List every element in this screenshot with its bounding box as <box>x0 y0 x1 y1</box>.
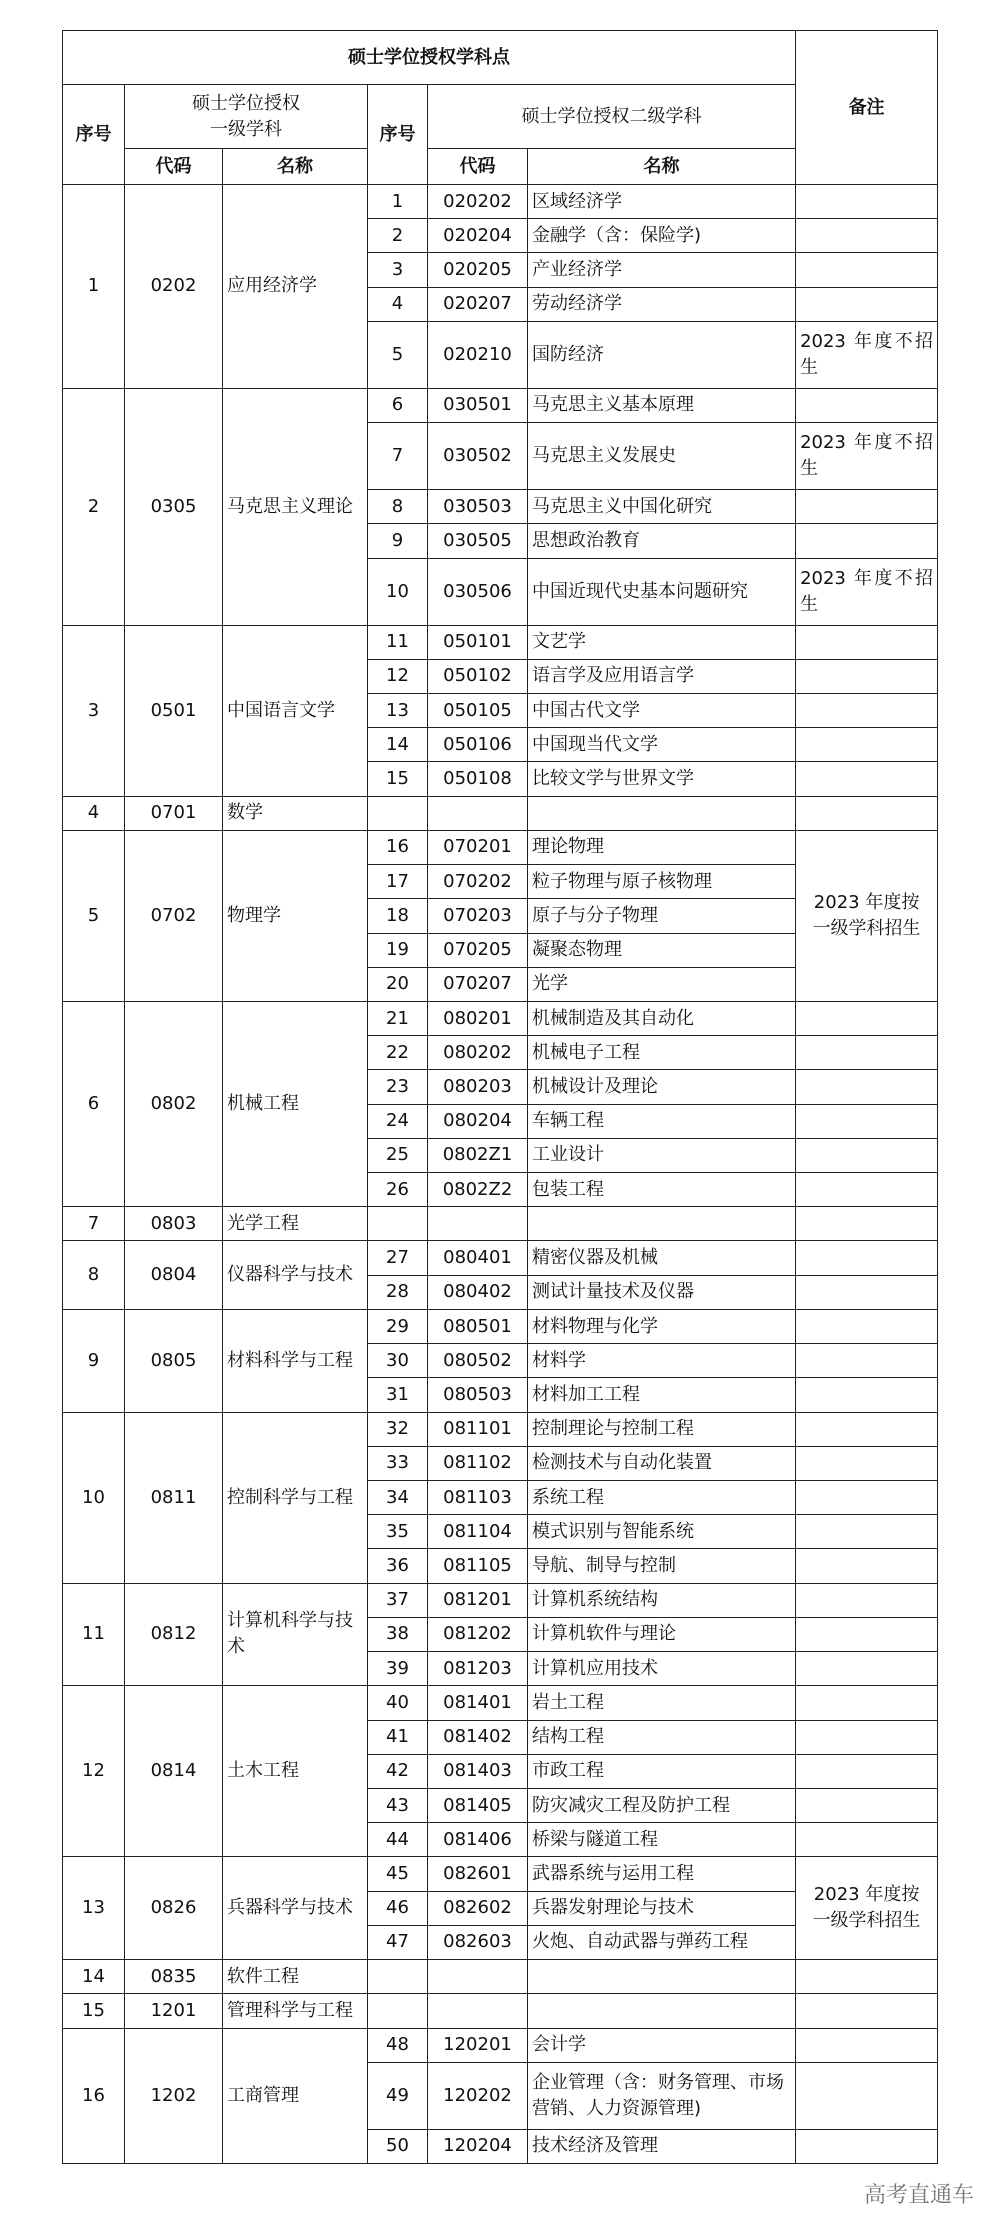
discipline-code: 0501 <box>125 625 223 796</box>
sub-seq: 29 <box>368 1309 428 1343</box>
sub-code: 080203 <box>428 1070 528 1104</box>
sub-name: 材料物理与化学 <box>528 1309 796 1343</box>
discipline-table <box>62 30 938 2164</box>
sub-name: 语言学及应用语言学 <box>528 659 796 693</box>
sub-name: 测试计量技术及仪器 <box>528 1275 796 1309</box>
sub-name: 桥梁与隧道工程 <box>528 1823 796 1857</box>
sub-name: 粒子物理与原子核物理 <box>528 865 796 899</box>
watermark: 高考直通车 <box>863 2183 974 2208</box>
sub-code: 082602 <box>428 1891 528 1925</box>
sub-name: 劳动经济学 <box>528 287 796 321</box>
sub-seq: 30 <box>368 1344 428 1378</box>
table-row <box>63 1412 938 1446</box>
sub-name: 理论物理 <box>528 830 796 864</box>
sub-seq: 9 <box>368 524 428 558</box>
table-row <box>63 1994 938 2028</box>
sub-code: 081103 <box>428 1481 528 1515</box>
sub-code: 120201 <box>428 2028 528 2062</box>
sub-code: 082603 <box>428 1925 528 1959</box>
sub-seq: 18 <box>368 899 428 933</box>
sub-name: 会计学 <box>528 2028 796 2062</box>
sub-name: 精密仪器及机械 <box>528 1241 796 1275</box>
sub-name: 系统工程 <box>528 1481 796 1515</box>
sub-name: 市政工程 <box>528 1754 796 1788</box>
sub-seq: 38 <box>368 1617 428 1651</box>
table-row <box>63 1001 938 1035</box>
discipline-seq: 16 <box>63 2028 125 2163</box>
discipline-name: 仪器科学与技术 <box>223 1241 368 1309</box>
sub-code: 081406 <box>428 1823 528 1857</box>
sub-seq: 7 <box>368 423 428 490</box>
sub-seq: 37 <box>368 1583 428 1617</box>
sub-name: 区域经济学 <box>528 185 796 219</box>
remarks-header: 备注 <box>796 31 938 185</box>
sub-name: 比较文学与世界文学 <box>528 762 796 796</box>
discipline-code: 0701 <box>125 796 223 830</box>
discipline-name: 应用经济学 <box>223 185 368 389</box>
sub-seq: 1 <box>368 185 428 219</box>
sub-seq: 49 <box>368 2062 428 2129</box>
first-level-seq-header: 序号 <box>63 85 125 185</box>
discipline-name: 管理科学与工程 <box>223 1994 368 2028</box>
sub-name: 技术经济及管理 <box>528 2129 796 2163</box>
remark-cell <box>796 1138 938 1172</box>
table-row <box>63 1686 938 1720</box>
group-note: 2023 年度按一级学科招生 <box>796 1857 938 1960</box>
remark-cell <box>796 1070 938 1104</box>
sub-name: 材料学 <box>528 1344 796 1378</box>
remark-cell <box>796 762 938 796</box>
discipline-seq: 5 <box>63 830 125 1001</box>
sub-name: 机械制造及其自动化 <box>528 1001 796 1035</box>
discipline-seq: 13 <box>63 1857 125 1960</box>
sub-name: 材料加工工程 <box>528 1378 796 1412</box>
sub-name: 凝聚态物理 <box>528 933 796 967</box>
sub-seq: 42 <box>368 1754 428 1788</box>
remark-cell <box>796 1583 938 1617</box>
remark-cell <box>796 659 938 693</box>
discipline-seq: 4 <box>63 796 125 830</box>
sub-name: 中国现当代文学 <box>528 728 796 762</box>
sub-code: 050106 <box>428 728 528 762</box>
table-row <box>63 796 938 830</box>
remark-cell <box>796 253 938 287</box>
sub-name <box>528 1994 796 2028</box>
table-row <box>63 1960 938 1994</box>
sub-name: 文艺学 <box>528 625 796 659</box>
sub-code: 030503 <box>428 490 528 524</box>
sub-code <box>428 1994 528 2028</box>
sub-code: 080502 <box>428 1344 528 1378</box>
remark-note: 2023 年度不招生 <box>796 423 938 490</box>
sub-code: 080401 <box>428 1241 528 1275</box>
sub-seq: 32 <box>368 1412 428 1446</box>
discipline-name: 工商管理 <box>223 2028 368 2163</box>
remark-cell <box>796 524 938 558</box>
discipline-name: 材料科学与工程 <box>223 1309 368 1412</box>
sub-seq <box>368 796 428 830</box>
discipline-code: 0811 <box>125 1412 223 1583</box>
second-level-header: 硕士学位授权二级学科 <box>428 85 796 149</box>
sub-name: 车辆工程 <box>528 1104 796 1138</box>
sub-seq: 15 <box>368 762 428 796</box>
discipline-code: 0835 <box>125 1960 223 1994</box>
sub-code: 020202 <box>428 185 528 219</box>
discipline-code: 0812 <box>125 1583 223 1686</box>
sub-name: 计算机软件与理论 <box>528 1617 796 1651</box>
sub-name: 导航、制导与控制 <box>528 1549 796 1583</box>
sub-name: 岩土工程 <box>528 1686 796 1720</box>
sub-name: 马克思主义发展史 <box>528 423 796 490</box>
sub-name: 计算机应用技术 <box>528 1652 796 1686</box>
table-row <box>63 1583 938 1617</box>
sub-name: 工业设计 <box>528 1138 796 1172</box>
sub-seq: 3 <box>368 253 428 287</box>
sub-name: 计算机系统结构 <box>528 1583 796 1617</box>
remark-cell <box>796 1617 938 1651</box>
remark-cell <box>796 1001 938 1035</box>
sub-code: 081201 <box>428 1583 528 1617</box>
remark-cell <box>796 1104 938 1138</box>
discipline-name: 中国语言文学 <box>223 625 368 796</box>
sub-code: 030502 <box>428 423 528 490</box>
page-title: 硕士学位授权学科点 <box>63 31 796 85</box>
remark-cell <box>796 2129 938 2163</box>
remark-cell <box>796 2062 938 2129</box>
sub-code: 081104 <box>428 1515 528 1549</box>
sub-code: 020205 <box>428 253 528 287</box>
discipline-code: 0826 <box>125 1857 223 1960</box>
sub-name: 中国古代文学 <box>528 693 796 727</box>
remark-note: 2023 年度不招生 <box>796 321 938 388</box>
first-level-code-header: 代码 <box>125 149 223 185</box>
remark-note: 2023 年度不招生 <box>796 558 938 625</box>
table-row <box>63 830 938 864</box>
discipline-code: 0702 <box>125 830 223 1001</box>
sub-name: 马克思主义基本原理 <box>528 388 796 422</box>
discipline-seq: 9 <box>63 1309 125 1412</box>
sub-name: 原子与分子物理 <box>528 899 796 933</box>
sub-seq: 44 <box>368 1823 428 1857</box>
sub-code: 050108 <box>428 762 528 796</box>
remark-cell <box>796 625 938 659</box>
sub-seq: 22 <box>368 1036 428 1070</box>
sub-code: 081202 <box>428 1617 528 1651</box>
sub-code: 080202 <box>428 1036 528 1070</box>
remark-cell <box>796 1036 938 1070</box>
sub-code: 120204 <box>428 2129 528 2163</box>
remark-cell <box>796 1275 938 1309</box>
sub-code: 080204 <box>428 1104 528 1138</box>
sub-seq: 33 <box>368 1446 428 1480</box>
sub-seq: 4 <box>368 287 428 321</box>
sub-seq: 23 <box>368 1070 428 1104</box>
discipline-name: 计算机科学与技术 <box>223 1583 368 1686</box>
sub-code: 050105 <box>428 693 528 727</box>
remark-cell <box>796 1481 938 1515</box>
remark-cell <box>796 287 938 321</box>
sub-seq: 17 <box>368 865 428 899</box>
sub-seq <box>368 1960 428 1994</box>
discipline-seq: 11 <box>63 1583 125 1686</box>
sub-code: 080503 <box>428 1378 528 1412</box>
sub-seq: 47 <box>368 1925 428 1959</box>
discipline-seq: 14 <box>63 1960 125 1994</box>
sub-code: 050102 <box>428 659 528 693</box>
discipline-code: 0802 <box>125 1001 223 1206</box>
sub-name: 包装工程 <box>528 1173 796 1207</box>
sub-seq: 39 <box>368 1652 428 1686</box>
discipline-code: 0804 <box>125 1241 223 1309</box>
discipline-seq: 6 <box>63 1001 125 1206</box>
sub-name: 兵器发射理论与技术 <box>528 1891 796 1925</box>
remark-cell <box>796 1515 938 1549</box>
discipline-code: 0814 <box>125 1686 223 1857</box>
sub-seq: 43 <box>368 1788 428 1822</box>
remark-cell <box>796 388 938 422</box>
sub-code: 081403 <box>428 1754 528 1788</box>
discipline-name: 兵器科学与技术 <box>223 1857 368 1960</box>
remark-cell <box>796 1686 938 1720</box>
sub-seq: 14 <box>368 728 428 762</box>
sub-name: 结构工程 <box>528 1720 796 1754</box>
sub-code: 070201 <box>428 830 528 864</box>
sub-code: 070207 <box>428 967 528 1001</box>
sub-code <box>428 1960 528 1994</box>
remark-cell <box>796 1241 938 1275</box>
sub-name: 中国近现代史基本问题研究 <box>528 558 796 625</box>
discipline-code: 0803 <box>125 1207 223 1241</box>
sub-seq: 25 <box>368 1138 428 1172</box>
sub-seq: 31 <box>368 1378 428 1412</box>
remark-cell <box>796 1720 938 1754</box>
sub-seq: 48 <box>368 2028 428 2062</box>
sub-code: 081405 <box>428 1788 528 1822</box>
discipline-seq: 12 <box>63 1686 125 1857</box>
sub-code: 070205 <box>428 933 528 967</box>
table-row <box>63 625 938 659</box>
sub-seq: 45 <box>368 1857 428 1891</box>
sub-code: 082601 <box>428 1857 528 1891</box>
discipline-seq: 15 <box>63 1994 125 2028</box>
sub-code: 081105 <box>428 1549 528 1583</box>
sub-seq: 34 <box>368 1481 428 1515</box>
remark-cell <box>796 796 938 830</box>
sub-seq: 28 <box>368 1275 428 1309</box>
sub-name: 马克思主义中国化研究 <box>528 490 796 524</box>
sub-name <box>528 1207 796 1241</box>
sub-seq <box>368 1207 428 1241</box>
remark-cell <box>796 1960 938 1994</box>
discipline-code: 0305 <box>125 388 223 625</box>
sub-name: 光学 <box>528 967 796 1001</box>
sub-code <box>428 1207 528 1241</box>
sub-seq: 2 <box>368 219 428 253</box>
discipline-seq: 10 <box>63 1412 125 1583</box>
remark-cell <box>796 219 938 253</box>
sub-code: 020204 <box>428 219 528 253</box>
sub-code <box>428 796 528 830</box>
sub-seq: 5 <box>368 321 428 388</box>
remark-cell <box>796 693 938 727</box>
discipline-name: 光学工程 <box>223 1207 368 1241</box>
sub-name: 产业经济学 <box>528 253 796 287</box>
discipline-name: 机械工程 <box>223 1001 368 1206</box>
discipline-table-sheet <box>62 30 937 2185</box>
sub-seq: 8 <box>368 490 428 524</box>
discipline-code: 0202 <box>125 185 223 389</box>
sub-name <box>528 1960 796 1994</box>
sub-code: 081102 <box>428 1446 528 1480</box>
sub-code: 020210 <box>428 321 528 388</box>
discipline-name: 控制科学与工程 <box>223 1412 368 1583</box>
sub-seq: 11 <box>368 625 428 659</box>
second-level-code-header: 代码 <box>428 149 528 185</box>
sub-name: 企业管理（含：财务管理、市场营销、人力资源管理) <box>528 2062 796 2129</box>
sub-name: 检测技术与自动化装置 <box>528 1446 796 1480</box>
discipline-code: 1202 <box>125 2028 223 2163</box>
sub-name: 机械电子工程 <box>528 1036 796 1070</box>
sub-seq: 13 <box>368 693 428 727</box>
sub-name <box>528 796 796 830</box>
sub-seq: 40 <box>368 1686 428 1720</box>
sub-code: 030501 <box>428 388 528 422</box>
sub-seq: 35 <box>368 1515 428 1549</box>
sub-code: 0802Z2 <box>428 1173 528 1207</box>
sub-seq: 50 <box>368 2129 428 2163</box>
sub-seq: 46 <box>368 1891 428 1925</box>
sub-seq: 6 <box>368 388 428 422</box>
discipline-seq: 7 <box>63 1207 125 1241</box>
remark-cell <box>796 1652 938 1686</box>
sub-code: 070202 <box>428 865 528 899</box>
discipline-name: 物理学 <box>223 830 368 1001</box>
sub-name: 金融学（含：保险学) <box>528 219 796 253</box>
sub-code: 070203 <box>428 899 528 933</box>
sub-seq <box>368 1994 428 2028</box>
sub-code: 081402 <box>428 1720 528 1754</box>
table-row <box>63 1857 938 1891</box>
sub-code: 050101 <box>428 625 528 659</box>
remark-cell <box>796 2028 938 2062</box>
table-row <box>63 1241 938 1275</box>
discipline-seq: 2 <box>63 388 125 625</box>
sub-name: 火炮、自动武器与弹药工程 <box>528 1925 796 1959</box>
discipline-seq: 8 <box>63 1241 125 1309</box>
sub-seq: 19 <box>368 933 428 967</box>
sub-name: 模式识别与智能系统 <box>528 1515 796 1549</box>
remark-cell <box>796 1754 938 1788</box>
sub-seq: 12 <box>368 659 428 693</box>
sub-code: 030505 <box>428 524 528 558</box>
sub-code: 080201 <box>428 1001 528 1035</box>
first-level-header: 硕士学位授权 一级学科 <box>125 85 368 149</box>
second-level-name-header: 名称 <box>528 149 796 185</box>
discipline-code: 1201 <box>125 1994 223 2028</box>
sub-name: 控制理论与控制工程 <box>528 1412 796 1446</box>
discipline-name: 土木工程 <box>223 1686 368 1857</box>
sub-seq: 41 <box>368 1720 428 1754</box>
remark-cell <box>796 490 938 524</box>
sub-code: 030506 <box>428 558 528 625</box>
discipline-name: 数学 <box>223 796 368 830</box>
sub-code: 120202 <box>428 2062 528 2129</box>
remark-cell <box>796 185 938 219</box>
discipline-seq: 3 <box>63 625 125 796</box>
discipline-name: 软件工程 <box>223 1960 368 1994</box>
remark-cell <box>796 1823 938 1857</box>
sub-code: 020207 <box>428 287 528 321</box>
sub-seq: 20 <box>368 967 428 1001</box>
sub-code: 081101 <box>428 1412 528 1446</box>
sub-seq: 21 <box>368 1001 428 1035</box>
sub-code: 081203 <box>428 1652 528 1686</box>
sub-name: 防灾减灾工程及防护工程 <box>528 1788 796 1822</box>
discipline-name: 马克思主义理论 <box>223 388 368 625</box>
table-row <box>63 1309 938 1343</box>
remark-cell <box>796 1207 938 1241</box>
remark-cell <box>796 1412 938 1446</box>
remark-cell <box>796 1788 938 1822</box>
sub-seq: 36 <box>368 1549 428 1583</box>
sub-seq: 24 <box>368 1104 428 1138</box>
sub-seq: 16 <box>368 830 428 864</box>
sub-seq: 27 <box>368 1241 428 1275</box>
table-row <box>63 2028 938 2062</box>
table-row <box>63 388 938 422</box>
sub-name: 国防经济 <box>528 321 796 388</box>
remark-cell <box>796 1173 938 1207</box>
remark-cell <box>796 728 938 762</box>
remark-cell <box>796 1309 938 1343</box>
sub-code: 080402 <box>428 1275 528 1309</box>
remark-cell <box>796 1344 938 1378</box>
sub-code: 081401 <box>428 1686 528 1720</box>
table-row <box>63 1207 938 1241</box>
group-note: 2023 年度按一级学科招生 <box>796 830 938 1001</box>
second-level-seq-header: 序号 <box>368 85 428 185</box>
sub-code: 0802Z1 <box>428 1138 528 1172</box>
remark-cell <box>796 1378 938 1412</box>
table-row <box>63 185 938 219</box>
remark-cell <box>796 1549 938 1583</box>
sub-seq: 10 <box>368 558 428 625</box>
sub-name: 机械设计及理论 <box>528 1070 796 1104</box>
sub-code: 080501 <box>428 1309 528 1343</box>
sub-name: 思想政治教育 <box>528 524 796 558</box>
sub-name: 武器系统与运用工程 <box>528 1857 796 1891</box>
first-level-name-header: 名称 <box>223 149 368 185</box>
discipline-code: 0805 <box>125 1309 223 1412</box>
discipline-seq: 1 <box>63 185 125 389</box>
sub-seq: 26 <box>368 1173 428 1207</box>
remark-cell <box>796 1446 938 1480</box>
remark-cell <box>796 1994 938 2028</box>
